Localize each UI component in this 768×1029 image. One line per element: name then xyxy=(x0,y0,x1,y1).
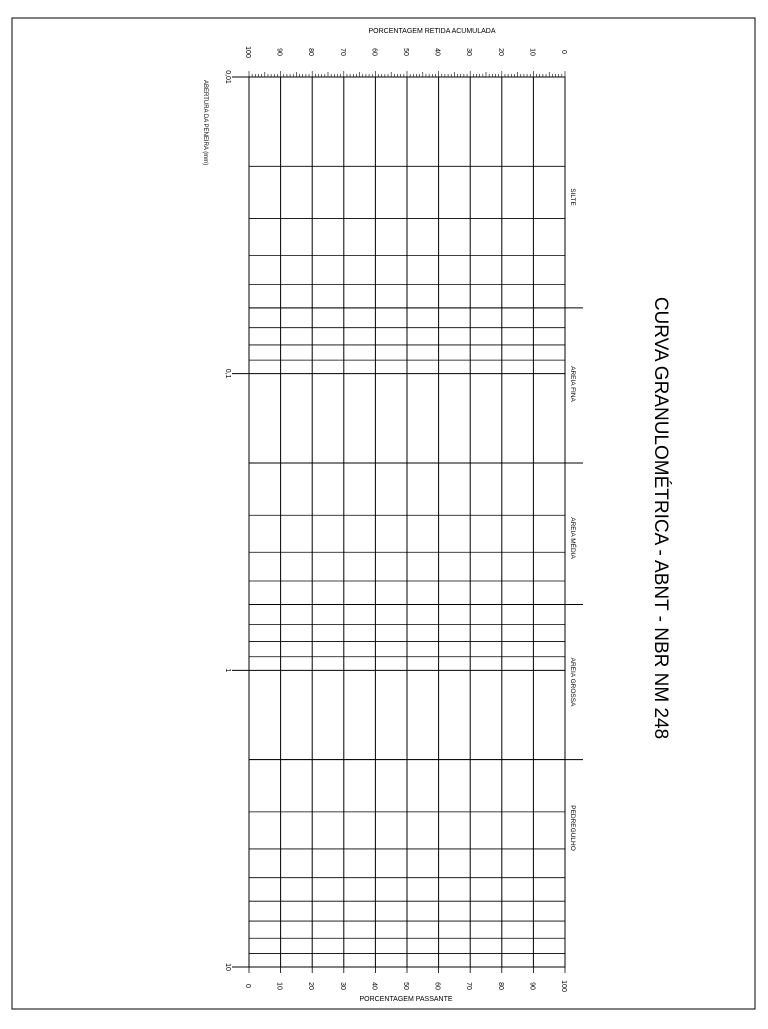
passing-tick-label: 40 xyxy=(370,982,378,990)
zone-label: SILTE xyxy=(569,188,576,206)
retained-tick-label: 100 xyxy=(244,46,251,58)
retained-tick-label: 90 xyxy=(275,48,283,56)
retained-tick-label: 30 xyxy=(465,48,473,56)
passing-tick-label: 100 xyxy=(560,980,567,992)
sieve-tick-label: 0,01 xyxy=(224,70,231,84)
zone-label: PEDREGULHO xyxy=(569,805,576,851)
passing-tick-label: 20 xyxy=(307,982,315,990)
passing-tick-label: 70 xyxy=(465,982,473,990)
retained-tick-label: 0 xyxy=(560,50,567,54)
passing-tick-label: 60 xyxy=(433,982,441,990)
retained-tick-label: 80 xyxy=(307,48,315,56)
retained-tick-label: 20 xyxy=(496,48,504,56)
zone-label: AREIA MÉDIA xyxy=(569,517,576,559)
passing-tick-label: 0 xyxy=(244,984,251,988)
passing-tick-label: 10 xyxy=(275,982,283,990)
sieve-tick-label: 10 xyxy=(224,963,231,971)
retained-tick-label: 10 xyxy=(528,48,536,56)
passing-tick-label: 50 xyxy=(402,982,409,990)
zone-label: AREIA FINA xyxy=(569,366,576,402)
retained-tick-label: 70 xyxy=(338,48,346,56)
passing-tick-label: 30 xyxy=(338,982,346,990)
sieve-axis-label: ABERTURA DA PENEIRA (mm) xyxy=(202,80,208,166)
sieve-tick-label: 0,1 xyxy=(224,368,231,379)
passing-tick-label: 80 xyxy=(496,982,504,990)
retained-tick-label: 40 xyxy=(433,48,441,56)
top-axis-label: PORCENTAGEM RETIDA ACUMULADA xyxy=(368,28,496,35)
passing-tick-label: 90 xyxy=(528,982,536,990)
zone-label: AREIA GROSSA xyxy=(569,657,576,707)
retained-tick-label: 60 xyxy=(370,48,378,56)
retained-tick-label: 50 xyxy=(402,48,409,56)
sieve-tick-label: 1 xyxy=(224,668,231,673)
bottom-axis-label: PORCENTAGEM PASSANTE xyxy=(359,996,453,1003)
chart-title: CURVA GRANULOMÉTRICA - ABNT - NBR NM 248 xyxy=(650,296,671,740)
